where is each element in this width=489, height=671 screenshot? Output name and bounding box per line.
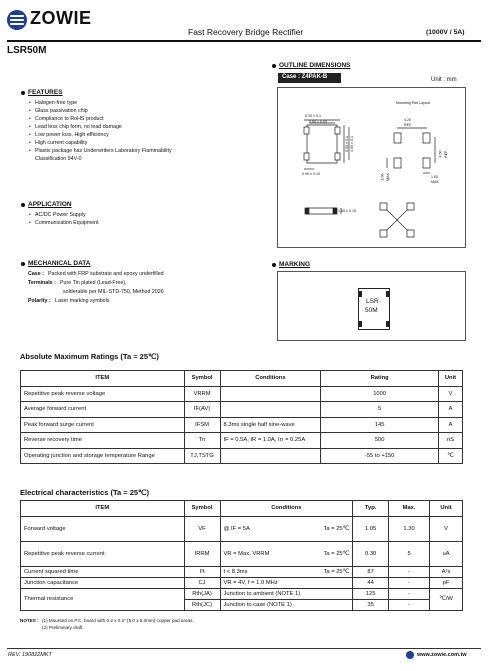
header-rule (7, 40, 481, 42)
pad-layout-label: Mounting Pad Layout (396, 101, 430, 105)
case-label: Case : Z4PAK-B (282, 74, 328, 80)
condition-cell: 8.3ms single half sine-wave (220, 417, 321, 433)
rating-cell: 5 (321, 402, 439, 418)
table-row (21, 577, 463, 588)
table-row (21, 541, 463, 566)
typ-cell: 0.30 (353, 541, 389, 566)
dim-label: 5.30 ± 0.1 (305, 114, 321, 118)
dim-label: 1.00 (380, 173, 385, 181)
symbol-cell: VF (184, 516, 220, 541)
unit-cell: V (438, 386, 462, 402)
max-cell: - (389, 566, 430, 577)
max-cell: - (389, 588, 430, 599)
table-row (21, 516, 463, 541)
symbol-cell: Rth(JC) (184, 599, 220, 610)
unit-cell: A²s (430, 566, 463, 577)
feature-item: • Plastic package has Underwriters Laboratory Flammability (35, 148, 172, 156)
unit-cell: A (438, 417, 462, 433)
unit-label: Unit : mm (431, 77, 457, 83)
col-header: Unit (430, 501, 463, 517)
abs-max-table (20, 370, 463, 464)
dim-label: 0.90 ± 0.10 (302, 172, 320, 176)
condition-cell: Junction to case (NOTE 1) (220, 599, 353, 610)
note-2: (2) Preliminary draft. (42, 625, 84, 630)
unit-cell: nS (438, 433, 462, 449)
footer-logo-icon (406, 651, 414, 659)
table-header-row (21, 371, 463, 387)
symbol-cell: Rth(JA) (184, 588, 220, 599)
col-header: ITEM (21, 371, 185, 387)
col-header: Typ. (353, 501, 389, 517)
features-heading: FEATURES (28, 89, 63, 96)
outline-bullet (272, 64, 276, 68)
mech-terminals-text2: solderable per MIL-STD-750, Method 2026 (63, 289, 164, 295)
dim-label: REF. (443, 150, 448, 158)
typ-cell: 87 (353, 566, 389, 577)
doc-title: Fast Recovery Bridge Rectifier (188, 27, 304, 37)
feature-item-continued: Classification 94V-0 (35, 156, 82, 162)
table-header-row (21, 501, 463, 517)
features-bullet (21, 91, 25, 95)
mechanical-bullet (21, 262, 25, 266)
mech-terminals-text: Pure Tin plated (Lead-Free), (60, 280, 127, 286)
feature-item: • Lead less chip form, no lead damage (35, 124, 122, 132)
col-header: ITEM (21, 501, 185, 517)
symbol-cell: Trr (184, 433, 220, 449)
item-cell: Reverse recovery time (21, 433, 185, 449)
unit-cell: V (430, 516, 463, 541)
marking-bullet (272, 263, 276, 267)
col-header: Conditions (220, 371, 321, 387)
application-item: • Communication Equipment (35, 220, 99, 228)
mech-polarity-text: Laser marking symbols (55, 298, 110, 304)
col-header: Rating (321, 371, 439, 387)
mech-case-text: Packed with FRP substrate and epoxy underfilled (48, 271, 164, 277)
col-header: Symbol (184, 501, 220, 517)
col-header: Unit (438, 371, 462, 387)
mech-case-label: Case : (28, 271, 44, 277)
condition-cell: IF = 0.5A, IR = 1.0A, Irr = 0.25A (220, 433, 321, 449)
mech-polarity-label: Polarity : (28, 298, 51, 304)
feature-item: • High current capability (35, 140, 87, 148)
footer-rule (7, 648, 481, 649)
marking-heading: MARKING (279, 261, 311, 268)
item-cell: Junction capacitance (21, 577, 185, 588)
elec-title: Electrical characteristics (Ta = 25℃) (20, 488, 149, 497)
rating-cell: 1000 (321, 386, 439, 402)
condition-cell (220, 448, 321, 464)
doc-rating: (1000V / 5A) (426, 29, 465, 36)
dim-label: 1.00 (431, 175, 438, 179)
dim-label: 1.65 ± 0.15 (338, 209, 356, 213)
item-cell: Repetitive peak reverse voltage (21, 386, 185, 402)
item-cell: Thermal resistance (21, 588, 185, 610)
dim-label: MAX (385, 173, 390, 181)
rating-cell: 145 (321, 417, 439, 433)
symbol-cell: IF(AV) (184, 402, 220, 418)
unit-cell: ℃/W (430, 588, 463, 610)
item-cell: Forward voltage (21, 516, 185, 541)
application-item: • AC/DC Power Supply (35, 212, 86, 220)
condition-cell (220, 402, 321, 418)
condition-cell: @ IF = 5A Ta = 25℃ (220, 516, 353, 541)
feature-item: • Glass passivation chip (35, 108, 88, 116)
table-row (21, 386, 463, 402)
condition-cell: VR = Max. VRRM Ta = 25℃ (220, 541, 353, 566)
rating-cell: 500 (321, 433, 439, 449)
symbol-cell: VRRM (184, 386, 220, 402)
max-cell: 1.30 (389, 516, 430, 541)
table-row (21, 448, 463, 464)
table-row (21, 588, 463, 599)
application-heading: APPLICATION (28, 201, 72, 208)
feature-item: • Compliance to RoHS product (35, 116, 104, 124)
dim-label: 5.50 ± 0.1 (344, 136, 349, 152)
unit-cell: A (438, 402, 462, 418)
marking-line1: LSR (366, 298, 379, 305)
symbol-cell: CJ (184, 577, 220, 588)
max-cell: - (389, 599, 430, 610)
footer-url[interactable]: www.zowie.com.tw (417, 652, 467, 658)
feature-item: • Halogen-free type (35, 100, 77, 108)
condition-cell: t < 8.3ms Ta = 25℃ (220, 566, 353, 577)
table-row (21, 417, 463, 433)
item-cell: Repetitive peak reverse current (21, 541, 185, 566)
brand-name: ZOWIE (30, 8, 92, 28)
typ-cell: 1.05 (353, 516, 389, 541)
col-header: Max. (389, 501, 430, 517)
dim-label: 4.00 ± 0.1 (349, 136, 354, 152)
col-header: Symbol (184, 371, 220, 387)
symbol-cell: IRRM (184, 541, 220, 566)
item-cell: Peak forward surge current (21, 417, 185, 433)
unit-cell: ℃ (438, 448, 462, 464)
unit-cell: uA (430, 541, 463, 566)
unit-cell: pF (430, 577, 463, 588)
typ-cell: 44 (353, 577, 389, 588)
dim-label: 4.50 (438, 150, 443, 158)
part-number: LSR50M (7, 45, 47, 56)
abs-max-title: Absolute Maximum Ratings (Ta = 25℃) (20, 352, 159, 361)
item-cell: Operating junction and storage temperature Range (21, 448, 185, 464)
dim-label: 4.20 (404, 118, 411, 122)
rating-cell: -55 to +150 (321, 448, 439, 464)
outline-heading: OUTLINE DIMENSIONS (279, 62, 351, 69)
dim-label: REF. (404, 123, 412, 127)
marking-line2: 50M (365, 307, 378, 314)
col-header: Conditions (220, 501, 353, 517)
item-cell: Current squared time (21, 566, 185, 577)
elec-table (20, 500, 463, 611)
mech-terminals-label: Terminals : (28, 280, 56, 286)
footer-rev: REV. 190822MKT (8, 652, 52, 658)
typ-cell: 35 (353, 599, 389, 610)
note-1: (1) Mounted on P.C. board with 0.2 x 0.2" (5.0 x 5.0mm) copper pad areas. (42, 618, 194, 623)
condition-cell (220, 386, 321, 402)
table-row (21, 433, 463, 449)
table-row (21, 566, 463, 577)
symbol-cell: TJ,TSTG (184, 448, 220, 464)
condition-cell: Junction to ambient (NOTE 1) (220, 588, 353, 599)
item-cell: Average forward current (21, 402, 185, 418)
brand-logo-icon (7, 10, 27, 30)
symbol-cell: I²t (184, 566, 220, 577)
dim-label: 3.50 ± 0.05 (309, 120, 327, 124)
notes-label: NOTES : (20, 618, 39, 623)
max-cell: - (389, 577, 430, 588)
outline-drawing (277, 87, 464, 246)
max-cell: 5 (389, 541, 430, 566)
table-row (21, 402, 463, 418)
typ-cell: 125 (353, 588, 389, 599)
symbol-cell: IFSM (184, 417, 220, 433)
condition-cell: VR = 4V, f = 1.0 MHz (220, 577, 353, 588)
feature-item: • Low power loss, High efficiency (35, 132, 109, 140)
application-bullet (21, 203, 25, 207)
mechanical-heading: MECHANICAL DATA (28, 260, 91, 267)
dim-label: MAX (431, 180, 439, 184)
